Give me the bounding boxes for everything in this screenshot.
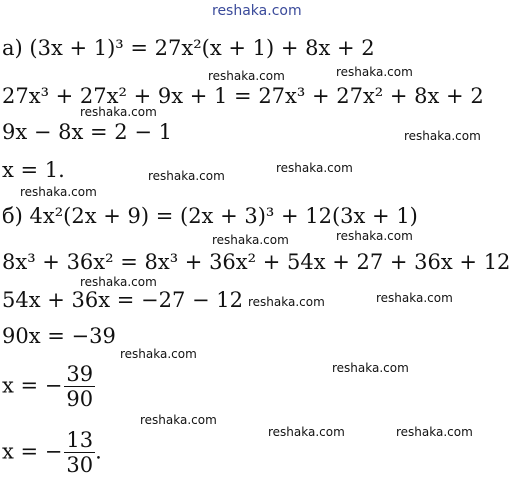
watermark: reshaka.com bbox=[376, 291, 453, 305]
equation: 90x = −39 bbox=[2, 324, 116, 348]
watermark: reshaka.com bbox=[336, 229, 413, 243]
watermark: reshaka.com bbox=[248, 295, 325, 309]
fraction-numerator: 13 bbox=[66, 428, 94, 452]
watermark: reshaka.com bbox=[396, 425, 473, 439]
fraction bbox=[64, 430, 95, 476]
part-b-result-2 bbox=[2, 430, 102, 476]
equation: 8x³ + 36x² = 8x³ + 36x² + 54x + 27 + 36x + 12 bbox=[2, 250, 511, 274]
watermark: reshaka.com bbox=[208, 69, 285, 83]
watermark: reshaka.com bbox=[212, 233, 289, 247]
fraction-denominator: 30 bbox=[66, 453, 94, 477]
watermark: reshaka.com bbox=[276, 161, 353, 175]
part-a-line-2 bbox=[2, 86, 484, 107]
part-a-line-3 bbox=[2, 122, 172, 143]
watermark: reshaka.com bbox=[404, 129, 481, 143]
part-b-line-2 bbox=[2, 252, 510, 273]
part-a-label: а) bbox=[2, 36, 23, 60]
watermark: reshaka.com bbox=[80, 105, 157, 119]
watermark: reshaka.com bbox=[332, 361, 409, 375]
part-b-label: б) bbox=[2, 204, 23, 228]
equation: 54x + 36x = −27 − 12 bbox=[2, 288, 244, 312]
watermark: reshaka.com bbox=[268, 425, 345, 439]
watermark: reshaka.com bbox=[120, 347, 197, 361]
part-b-line-1 bbox=[2, 206, 418, 227]
part-b-line-3 bbox=[2, 290, 243, 311]
part-b-result-1 bbox=[2, 364, 95, 410]
equation-lhs: x = − bbox=[2, 373, 63, 398]
fraction-denominator: 90 bbox=[66, 387, 94, 411]
equation: 4x²(2x + 9) = (2x + 3)³ + 12(3x + 1) bbox=[29, 204, 418, 228]
equation: 27x³ + 27x² + 9x + 1 = 27x³ + 27x² + 8x + 2 bbox=[2, 84, 484, 108]
watermark: reshaka.com bbox=[20, 185, 97, 199]
watermark: reshaka.com bbox=[148, 169, 225, 183]
equation: (3x + 1)³ = 27x²(x + 1) + 8x + 2 bbox=[29, 36, 375, 60]
part-a-line-4 bbox=[2, 160, 65, 181]
fraction-numerator: 39 bbox=[66, 362, 94, 386]
watermark-top: reshaka.com bbox=[212, 3, 302, 19]
equation: 9x − 8x = 2 − 1 bbox=[2, 120, 172, 144]
equation: x = 1. bbox=[2, 158, 65, 182]
watermark: reshaka.com bbox=[336, 65, 413, 79]
equation-lhs: x = − bbox=[2, 439, 63, 464]
part-a-line-1 bbox=[2, 38, 375, 59]
fraction bbox=[64, 364, 95, 410]
part-b-line-4 bbox=[2, 326, 116, 347]
watermark: reshaka.com bbox=[140, 413, 217, 427]
period: . bbox=[95, 439, 102, 464]
watermark: reshaka.com bbox=[80, 275, 157, 289]
